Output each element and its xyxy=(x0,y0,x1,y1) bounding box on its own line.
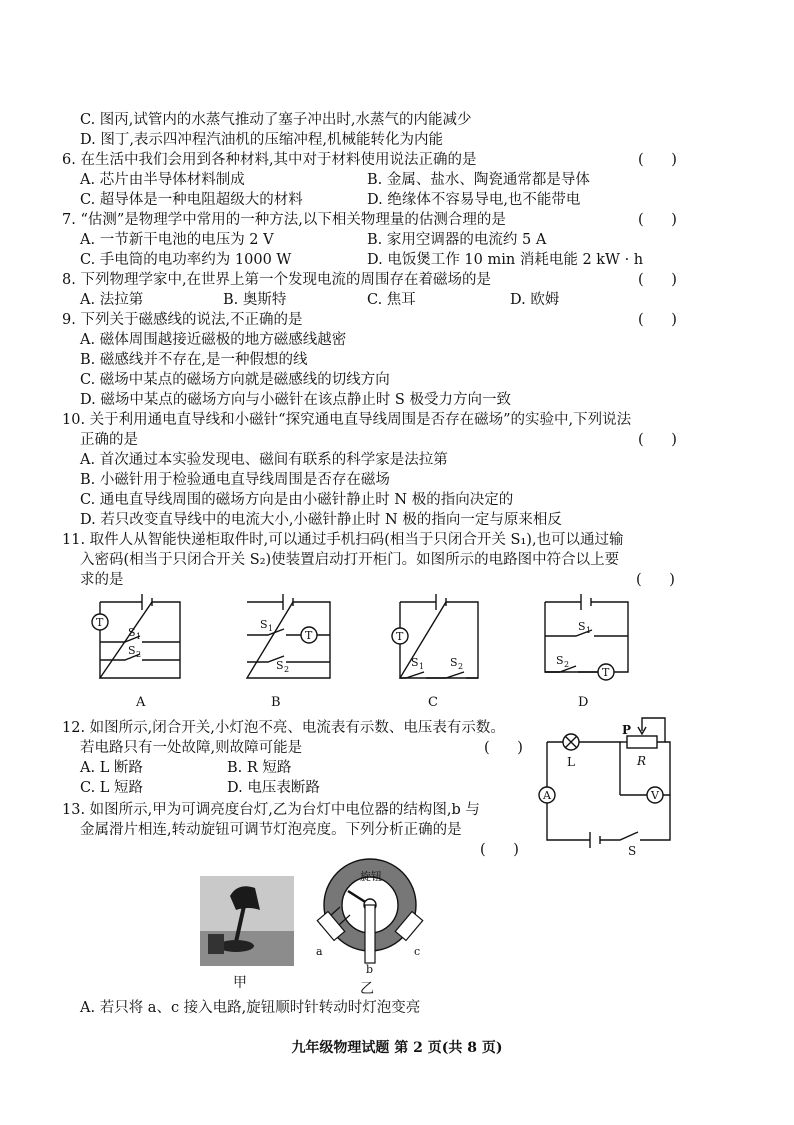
circuit-b-lamp-label: T xyxy=(305,629,313,642)
circuit-a-s1-sub: 1 xyxy=(136,632,142,641)
q10-option-c: C. 通电直导线周围的磁场方向是由小磁针静止时 N 极的指向决定的 xyxy=(80,492,514,508)
slider-label: P xyxy=(622,723,632,737)
q9-option-d: D. 磁场中某点的磁场方向与小磁针在该点静止时 S 极受力方向一致 xyxy=(80,392,511,408)
q8-option-c: C. 焦耳 xyxy=(367,292,416,308)
q8-stem: 8. 下列物理学家中,在世界上第一个发现电流的周围存在着磁场的是 xyxy=(62,272,492,288)
circuit-a-caption: A xyxy=(136,695,146,710)
q9-stem: 9. 下列关于磁感线的说法,不正确的是 xyxy=(62,312,303,328)
q11-stem: 11. 取件人从智能快递柜取件时,可以通过手机扫码(相当于只闭合开关 S₁),也可以通过输 xyxy=(62,532,624,548)
q13-stem-line2: 金属滑片相连,转动旋钮可调节灯泡亮度。下列分析正确的是 xyxy=(80,822,462,838)
q8-answer-bracket: ( ) xyxy=(638,272,677,288)
terminal-a-label: a xyxy=(316,945,323,958)
q11-stem-line2: 入密码(相当于只闭合开关 S₂)使装置启动打开柜门。如图所示的电路图中符合以上要 xyxy=(80,552,620,568)
circuit-b-s1-sub: 1 xyxy=(268,624,274,633)
ammeter-label: A xyxy=(543,789,551,802)
q13-answer-bracket: ( ) xyxy=(480,842,519,858)
q12-stem: 12. 如图所示,闭合开关,小灯泡不亮、电流表有示数、电压表有示数。 xyxy=(62,720,505,736)
q12-answer-bracket: ( ) xyxy=(484,740,523,756)
circuit-b-s2-sub: 2 xyxy=(284,665,290,674)
q6-option-c: C. 超导体是一种电阻超级大的材料 xyxy=(80,192,303,208)
circuit-c-s2-label: S xyxy=(450,656,458,669)
q12-option-c: C. L 短路 xyxy=(80,780,144,796)
q12-option-d: D. 电压表断路 xyxy=(227,780,320,796)
q9-option-b: B. 磁感线并不存在,是一种假想的线 xyxy=(80,352,308,368)
circuit-d-s1-label: S xyxy=(578,620,586,633)
circuit-a-lamp-label: T xyxy=(96,616,104,629)
q13-option-a: A. 若只将 a、c 接入电路,旋钮顺时针转动时灯泡变亮 xyxy=(80,1000,421,1016)
resistor-label: R xyxy=(637,754,647,768)
q6-stem: 6. 在生活中我们会用到各种材料,其中对于材料使用说法正确的是 xyxy=(62,152,477,168)
circuit-c-caption: C xyxy=(428,695,438,710)
circuit-a-s2-label: S xyxy=(128,644,136,657)
q12-option-b: B. R 短路 xyxy=(227,760,292,776)
potentiometer-diagram xyxy=(310,855,430,980)
q7-answer-bracket: ( ) xyxy=(638,212,677,228)
q8-option-d: D. 欧姆 xyxy=(510,292,560,308)
q7-option-b: B. 家用空调器的电流约 5 A xyxy=(367,232,547,248)
lamp-label: L xyxy=(567,755,575,769)
circuit-c-s1-label: S xyxy=(411,656,419,669)
circuit-d-lamp-label: T xyxy=(602,666,610,679)
q7-option-a: A. 一节新干电池的电压为 2 V xyxy=(80,232,274,248)
circuit-a-s2-sub: 2 xyxy=(136,650,142,659)
knob-label: 旋钮 xyxy=(360,870,382,883)
q5-option-c: C. 图丙,试管内的水蒸气推动了塞子冲出时,水蒸气的内能减少 xyxy=(80,112,472,128)
circuit-c xyxy=(392,594,478,678)
q9-answer-bracket: ( ) xyxy=(638,312,677,328)
q7-stem: 7. “估测”是物理学中常用的一种方法,以下相关物理量的估测合理的是 xyxy=(62,212,506,228)
q10-stem: 10. 关于利用通电直导线和小磁针“探究通电直导线周围是否存在磁场”的实验中,下列说法 xyxy=(62,412,632,428)
q10-option-d: D. 若只改变直导线中的电流大小,小磁针静止时 N 极的指向一定与原来相反 xyxy=(80,512,562,528)
q8-option-b: B. 奥斯特 xyxy=(223,292,287,308)
desk-lamp-photo xyxy=(200,876,294,966)
q6-answer-bracket: ( ) xyxy=(638,152,677,168)
terminal-c-label: c xyxy=(414,945,421,958)
fig-jia-caption: 甲 xyxy=(233,975,247,991)
q11-circuit-figures xyxy=(0,590,794,715)
circuit-c-lamp-label: T xyxy=(396,630,404,643)
q10-stem-continued: 正确的是 xyxy=(80,432,138,448)
q9-option-c: C. 磁场中某点的磁场方向就是磁感线的切线方向 xyxy=(80,372,390,388)
q10-answer-bracket: ( ) xyxy=(638,432,677,448)
switch-label: S xyxy=(628,844,637,858)
circuit-b-s1-label: S xyxy=(260,618,268,631)
circuit-d-s1-sub: 1 xyxy=(586,626,592,635)
circuit-d xyxy=(545,594,628,680)
terminal-b-label: b xyxy=(366,963,374,976)
q5-option-d: D. 图丁,表示四冲程汽油机的压缩冲程,机械能转化为内能 xyxy=(80,132,444,148)
q11-answer-bracket: ( ) xyxy=(636,572,675,588)
page-footer: 九年级物理试题 第 2 页(共 8 页) xyxy=(291,1040,503,1056)
q10-option-a: A. 首次通过本实验发现电、磁间有联系的科学家是法拉第 xyxy=(80,452,448,468)
q12-stem-line2: 若电路只有一处故障,则故障可能是 xyxy=(80,740,303,756)
q8-option-a: A. 法拉第 xyxy=(80,292,144,308)
circuit-b-caption: B xyxy=(271,695,281,710)
q12-circuit-figure xyxy=(530,710,680,860)
q9-option-a: A. 磁体周围越接近磁极的地方磁感线越密 xyxy=(80,332,347,348)
q7-option-c: C. 手电筒的电功率约为 1000 W xyxy=(80,252,292,268)
fig-yi-caption: 乙 xyxy=(360,981,374,997)
circuit-c-s1-sub: 1 xyxy=(419,662,425,671)
circuit-b-s2-label: S xyxy=(276,659,284,672)
q7-option-d: D. 电饭煲工作 10 min 消耗电能 2 kW · h xyxy=(367,252,644,268)
circuit-d-s2-label: S xyxy=(556,654,564,667)
circuit-a-s1-label: S xyxy=(128,626,136,639)
q13-stem: 13. 如图所示,甲为可调亮度台灯,乙为台灯中电位器的结构图,b 与 xyxy=(62,802,480,818)
circuit-d-caption: D xyxy=(578,695,589,710)
q12-option-a: A. L 断路 xyxy=(80,760,143,776)
q10-option-b: B. 小磁针用于检验通电直导线周围是否存在磁场 xyxy=(80,472,390,488)
q11-stem-line3: 求的是 xyxy=(80,572,124,588)
q6-option-a: A. 芯片由半导体材料制成 xyxy=(80,172,245,188)
q6-option-b: B. 金属、盐水、陶瓷通常都是导体 xyxy=(367,172,590,188)
voltmeter-label: V xyxy=(651,789,659,802)
circuit-d-s2-sub: 2 xyxy=(564,660,570,669)
circuit-c-s2-sub: 2 xyxy=(458,662,464,671)
q6-option-d: D. 绝缘体不容易导电,也不能带电 xyxy=(367,192,581,208)
